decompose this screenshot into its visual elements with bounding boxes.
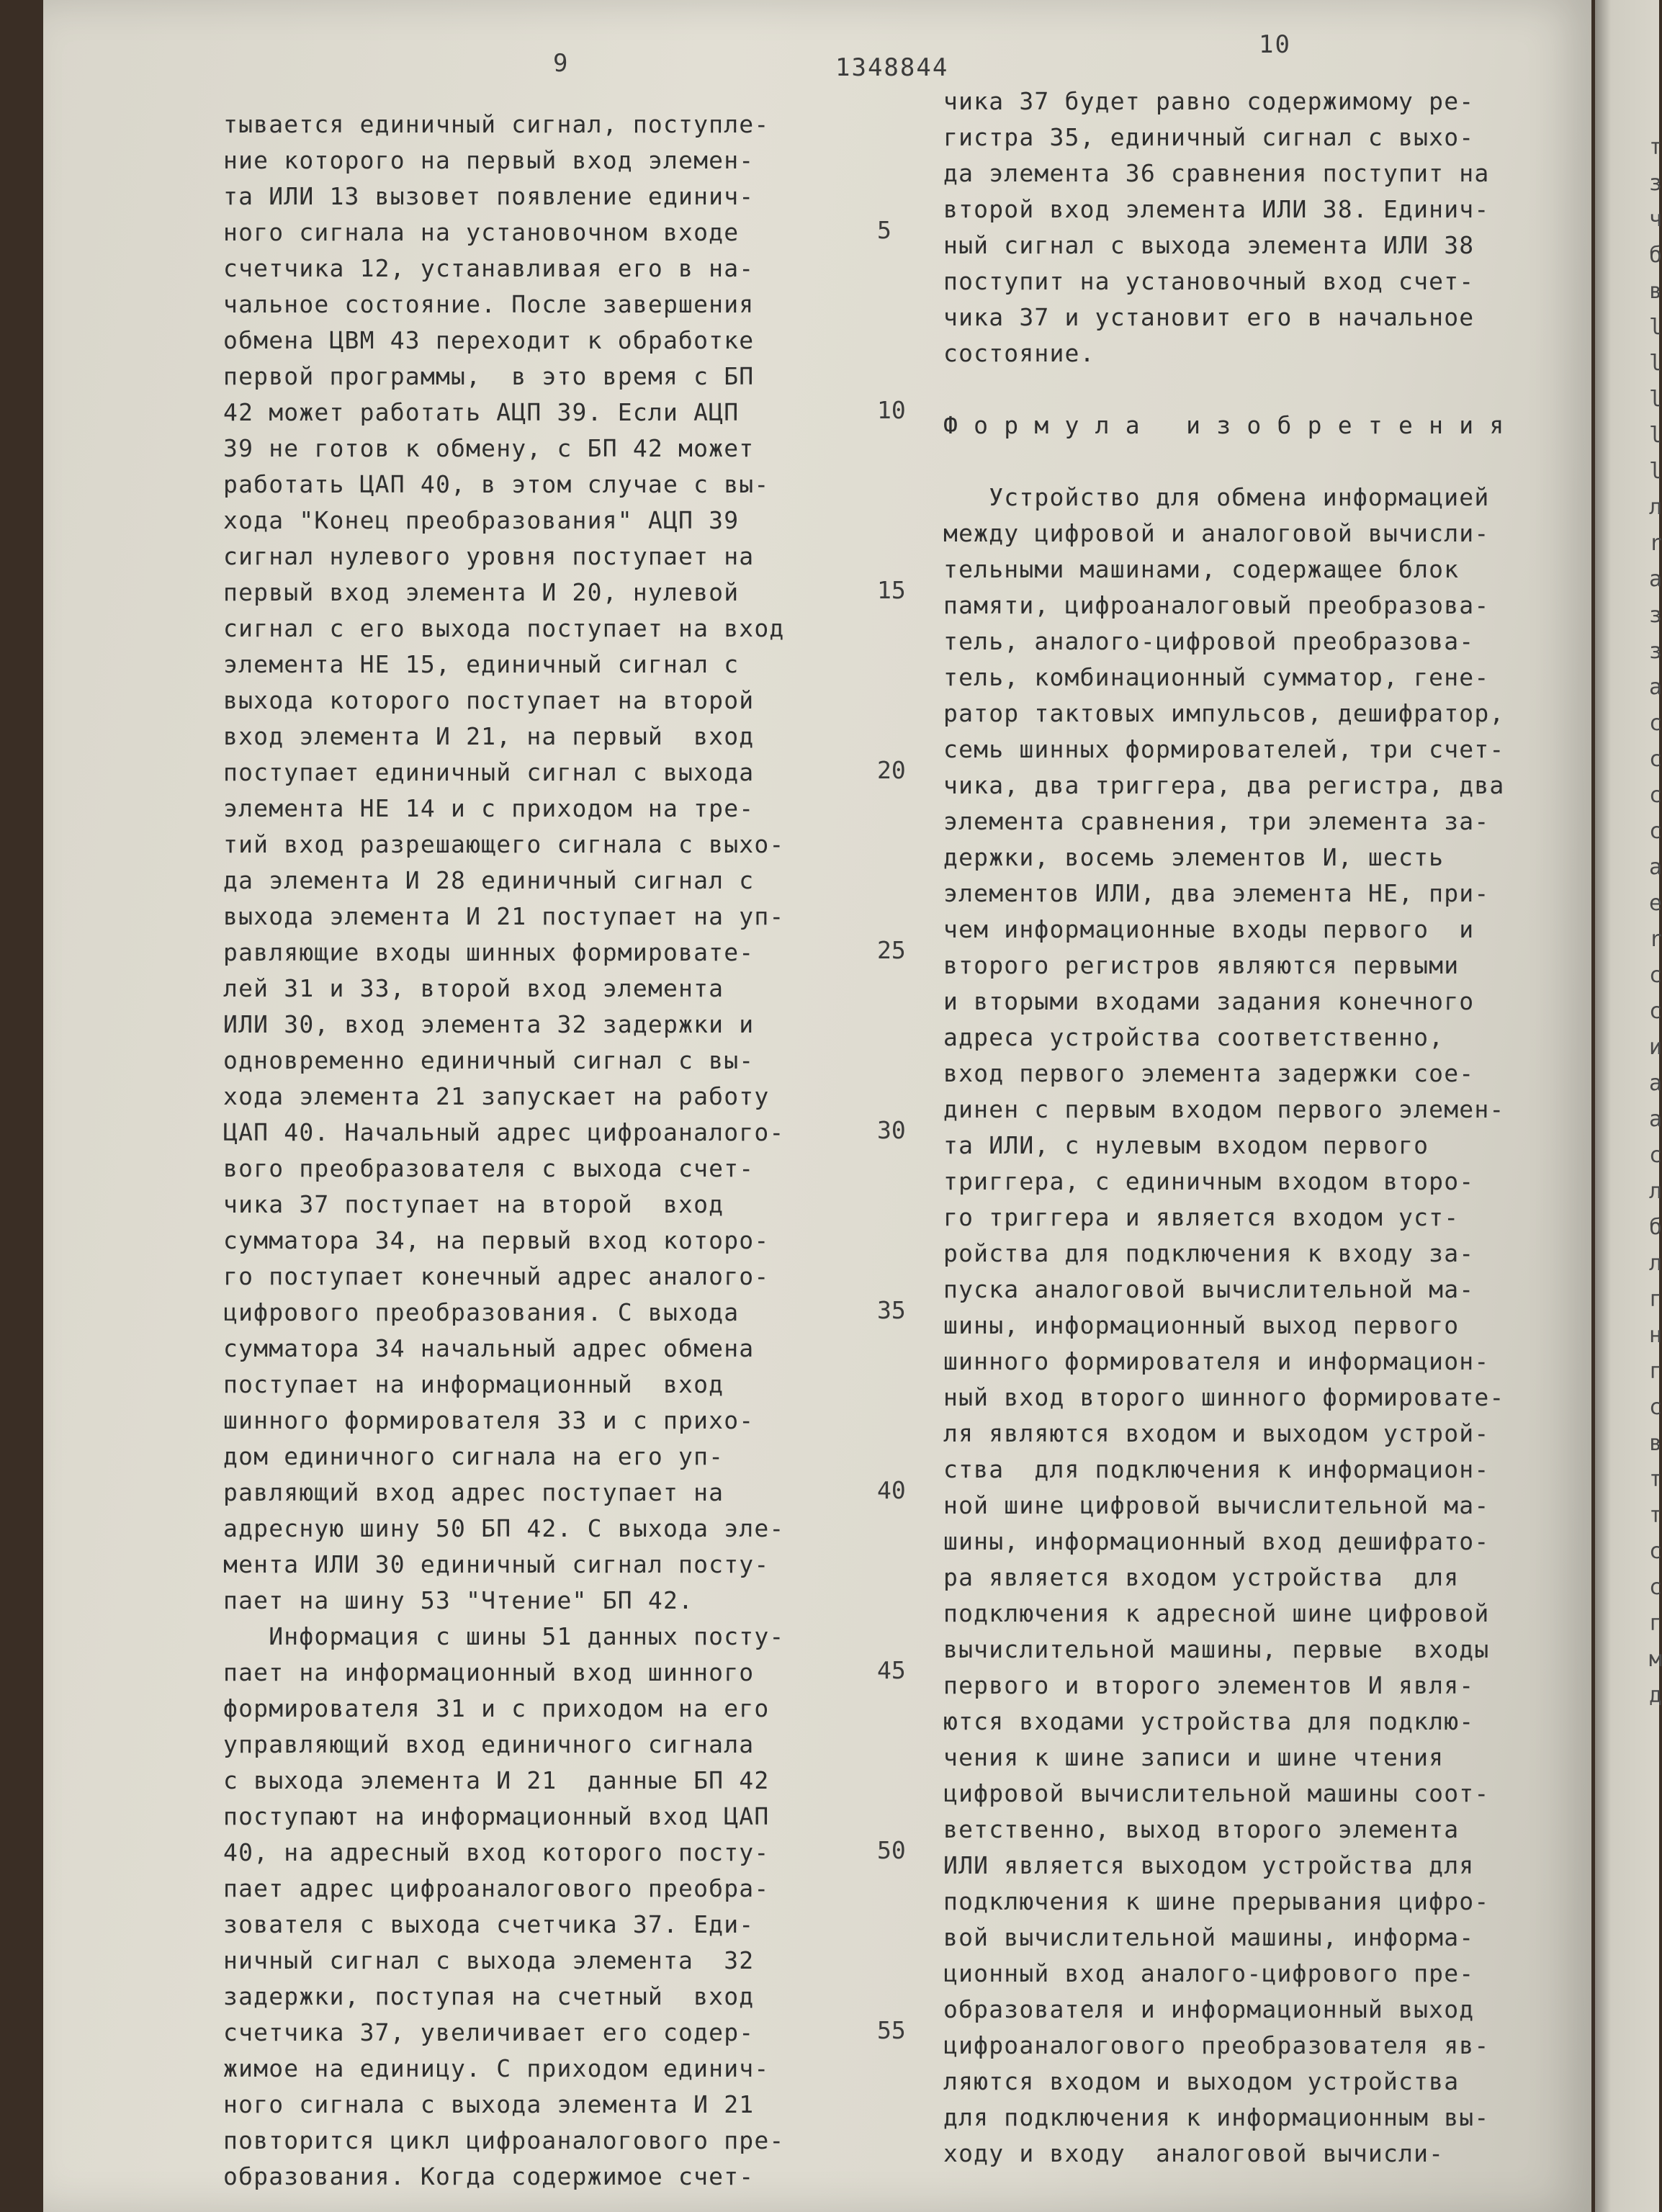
text-line: сигнал нулевого уровня поступает на xyxy=(223,542,755,570)
text-line: чальное состояние. После завершения xyxy=(223,290,755,318)
edge-glyph: с xyxy=(1649,1575,1662,1600)
edge-glyph: с xyxy=(1649,1143,1662,1168)
text-line: ного сигнала с выхода элемента И 21 xyxy=(223,2090,755,2118)
line-number: 35 xyxy=(877,1296,906,1324)
text-line: состояние. xyxy=(943,339,1095,367)
text-line: элементов ИЛИ, два элемента НЕ, при- xyxy=(943,879,1490,907)
text-line: первой программы, в это время с БП xyxy=(223,362,755,390)
text-line: пает на информационный вход шинного xyxy=(223,1658,755,1686)
text-line: ЦАП 40. Начальный адрес цифроаналого- xyxy=(223,1118,785,1146)
edge-glyph: г xyxy=(1649,1359,1662,1384)
edge-glyph: с xyxy=(1649,783,1662,808)
text-line: ный вход второго шинного формировате- xyxy=(943,1383,1505,1411)
next-page-text-edge xyxy=(1649,130,1662,1714)
edge-glyph: с xyxy=(1649,711,1662,736)
text-line: ства для подключения к информацион- xyxy=(943,1455,1490,1483)
text-line: чика 37 поступает на второй вход xyxy=(223,1190,724,1218)
edge-glyph: r xyxy=(1649,927,1662,952)
text-line: тий вход разрешающего сигнала с выхо- xyxy=(223,830,785,858)
edge-glyph: l xyxy=(1649,387,1662,412)
text-line: первый вход элемента И 20, нулевой xyxy=(223,578,740,606)
text-line: выхода которого поступает на второй xyxy=(223,686,755,714)
text-line: ный сигнал с выхода элемента ИЛИ 38 xyxy=(943,231,1475,259)
text-line: го триггера и является входом уст- xyxy=(943,1203,1460,1231)
text-line: тель, аналого-цифровой преобразова- xyxy=(943,627,1475,655)
text-line: подключения к адресной шине цифровой xyxy=(943,1599,1490,1627)
text-line: та ИЛИ, с нулевым входом первого xyxy=(943,1131,1429,1159)
text-line: чем информационные входы первого и xyxy=(943,915,1475,943)
text-line: дом единичного сигнала на его уп- xyxy=(223,1442,724,1470)
text-line: ройства для подключения к входу за- xyxy=(943,1239,1475,1267)
text-line: Устройство для обмена информацией xyxy=(943,483,1490,511)
edge-glyph: н xyxy=(1649,1323,1662,1348)
text-line: ционный вход аналого-цифрового пре- xyxy=(943,1959,1475,1987)
text-line: хода элемента 21 запускает на работу xyxy=(223,1082,770,1110)
text-line: ничный сигнал с выхода элемента 32 xyxy=(223,1946,755,1974)
edge-glyph: л xyxy=(1649,1179,1662,1204)
text-line: цифрового преобразования. С выхода xyxy=(223,1298,740,1326)
text-line: элемента НЕ 15, единичный сигнал с xyxy=(223,650,740,678)
line-number: 50 xyxy=(877,1836,906,1864)
text-line: ляются входом и выходом устройства xyxy=(943,2067,1460,2095)
left-text-column xyxy=(223,107,871,2195)
edge-glyph: с xyxy=(1649,1395,1662,1420)
text-line: ИЛИ является выходом устройства для xyxy=(943,1851,1475,1879)
text-line: гистра 35, единичный сигнал с выхо- xyxy=(943,123,1475,151)
edge-glyph: м xyxy=(1649,1647,1662,1672)
edge-glyph: л xyxy=(1649,1251,1662,1276)
text-line: чения к шине записи и шине чтения xyxy=(943,1743,1445,1771)
text-line xyxy=(943,444,1577,480)
text-line: пает адрес цифроаналогового преобра- xyxy=(223,1874,770,1902)
edge-glyph: з xyxy=(1649,171,1662,196)
text-line: задержки, поступая на счетный вход xyxy=(223,1982,755,2010)
text-line: ля являются входом и выходом устрой- xyxy=(943,1419,1490,1447)
edge-glyph: т xyxy=(1649,1503,1662,1528)
text-line: работать ЦАП 40, в этом случае с вы- xyxy=(223,470,770,498)
text-line: и вторыми входами задания конечного xyxy=(943,987,1475,1015)
edge-glyph: а xyxy=(1649,855,1662,880)
text-line: тель, комбинационный сумматор, гене- xyxy=(943,663,1490,691)
text-line: ра является входом устройства для xyxy=(943,1563,1460,1591)
text-line: одновременно единичный сигнал с вы- xyxy=(223,1046,755,1074)
text-line: шины, информационный вход дешифрато- xyxy=(943,1527,1490,1555)
edge-glyph: с xyxy=(1649,999,1662,1024)
patent-number: 1348844 xyxy=(835,53,949,82)
line-number: 20 xyxy=(877,756,906,784)
edge-glyph: с xyxy=(1649,963,1662,988)
text-line: сигнал с его выхода поступает на вход xyxy=(223,614,785,642)
text-line: 40, на адресный вход которого посту- xyxy=(223,1838,770,1866)
text-line: чика, два триггера, два регистра, два xyxy=(943,771,1505,799)
line-number: 15 xyxy=(877,576,906,604)
text-line: ной шине цифровой вычислительной ма- xyxy=(943,1491,1490,1519)
text-line: ветственно, выход второго элемента xyxy=(943,1815,1460,1843)
edge-glyph: з xyxy=(1649,639,1662,664)
text-line: вого преобразователя с выхода счет- xyxy=(223,1154,755,1182)
edge-glyph: l xyxy=(1649,351,1662,376)
text-line: жимое на единицу. С приходом единич- xyxy=(223,2054,770,2082)
text-line: цифроаналогового преобразователя яв- xyxy=(943,2031,1490,2059)
text-line: семь шинных формирователей, три счет- xyxy=(943,735,1505,763)
text-line: тельными машинами, содержащее блок xyxy=(943,555,1460,583)
edge-glyph: а xyxy=(1649,675,1662,700)
text-line: ходу и входу аналоговой вычисли- xyxy=(943,2139,1445,2167)
text-line: ние которого на первый вход элемен- xyxy=(223,146,755,174)
edge-glyph: в xyxy=(1649,1431,1662,1456)
text-line: поступают на информационный вход ЦАП xyxy=(223,1802,770,1830)
text-line: сумматора 34, на первый вход которо- xyxy=(223,1226,770,1254)
text-line: поступает единичный сигнал с выхода xyxy=(223,758,755,786)
edge-glyph: б xyxy=(1649,1215,1662,1240)
edge-glyph: l xyxy=(1649,459,1662,484)
edge-glyph: з xyxy=(1649,603,1662,628)
text-line: ного сигнала на установочном входе xyxy=(223,218,740,246)
edge-glyph: б xyxy=(1649,243,1662,268)
text-line: счетчика 12, устанавливая его в на- xyxy=(223,254,755,282)
edge-glyph: l xyxy=(1649,423,1662,448)
text-line: пает на шину 53 "Чтение" БП 42. xyxy=(223,1586,694,1614)
text-line: ИЛИ 30, вход элемента 32 задержки и xyxy=(223,1010,755,1038)
edge-glyph: г xyxy=(1649,1611,1662,1636)
text-line: памяти, цифроаналоговый преобразова- xyxy=(943,591,1490,619)
text-line: элемента НЕ 14 и с приходом на тре- xyxy=(223,794,755,822)
text-line: тывается единичный сигнал, поступле- xyxy=(223,110,770,138)
edge-glyph: l xyxy=(1649,315,1662,340)
text-line: зователя с выхода счетчика 37. Еди- xyxy=(223,1910,755,1938)
text-line: Ф о р м у л а и з о б р е т е н и я xyxy=(943,411,1505,439)
text-line: с выхода элемента И 21 данные БП 42 xyxy=(223,1766,770,1794)
text-line: между цифровой и аналоговой вычисли- xyxy=(943,519,1490,547)
line-number: 25 xyxy=(877,936,906,964)
text-line: шины, информационный выход первого xyxy=(943,1311,1460,1339)
text-line: подключения к шине прерывания цифро- xyxy=(943,1887,1490,1915)
right-text-column xyxy=(943,84,1577,2172)
text-line: чика 37 будет равно содержимому ре- xyxy=(943,87,1475,115)
text-line xyxy=(943,372,1577,408)
text-line: выхода элемента И 21 поступает на уп- xyxy=(223,902,785,930)
edge-glyph: с xyxy=(1649,819,1662,844)
edge-glyph: е xyxy=(1649,891,1662,916)
text-line: управляющий вход единичного сигнала xyxy=(223,1730,755,1758)
text-line: второго регистров являются первыми xyxy=(943,951,1460,979)
text-line: образования. Когда содержимое счет- xyxy=(223,2162,755,2190)
edge-glyph: в xyxy=(1649,279,1662,304)
edge-glyph: а xyxy=(1649,1071,1662,1096)
text-line: шинного формирователя и информацион- xyxy=(943,1347,1490,1375)
text-line: вычислительной машины, первые входы xyxy=(943,1635,1490,1663)
edge-glyph: т xyxy=(1649,135,1662,160)
text-line: второй вход элемента ИЛИ 38. Единич- xyxy=(943,195,1490,223)
text-line: динен с первым входом первого элемен- xyxy=(943,1095,1505,1123)
line-number: 55 xyxy=(877,2016,906,2044)
edge-glyph: ч xyxy=(1649,207,1662,232)
text-line: вход элемента И 21, на первый вход xyxy=(223,722,755,750)
text-line: адресную шину 50 БП 42. С выхода эле- xyxy=(223,1514,785,1542)
edge-glyph: т xyxy=(1649,1467,1662,1492)
text-line: да элемента 36 сравнения поступит на xyxy=(943,159,1490,187)
text-line: держки, восемь элементов И, шесть xyxy=(943,843,1445,871)
text-line: вой вычислительной машины, информа- xyxy=(943,1923,1475,1951)
text-line: цифровой вычислительной машины соот- xyxy=(943,1779,1490,1807)
text-line: для подключения к информационным вы- xyxy=(943,2103,1490,2131)
text-line: сумматора 34 начальный адрес обмена xyxy=(223,1334,755,1362)
edge-glyph: с xyxy=(1649,747,1662,772)
text-line: Информация с шины 51 данных посту- xyxy=(223,1622,785,1650)
text-line: равляющие входы шинных формировате- xyxy=(223,938,755,966)
text-line: мента ИЛИ 30 единичный сигнал посту- xyxy=(223,1550,770,1578)
text-line: го поступает конечный адрес аналого- xyxy=(223,1262,770,1290)
text-line: элемента сравнения, три элемента за- xyxy=(943,807,1490,835)
text-line: шинного формирователя 33 и с прихо- xyxy=(223,1406,755,1434)
text-line: да элемента И 28 единичный сигнал с xyxy=(223,866,755,894)
edge-glyph: д xyxy=(1649,1683,1662,1708)
line-number: 10 xyxy=(877,396,906,424)
text-line: ются входами устройства для подклю- xyxy=(943,1707,1475,1735)
text-line: та ИЛИ 13 вызовет появление единич- xyxy=(223,182,755,210)
text-line: вход первого элемента задержки сое- xyxy=(943,1059,1475,1087)
text-line: равляющий вход адрес поступает на xyxy=(223,1478,724,1506)
text-line: поступает на информационный вход xyxy=(223,1370,724,1398)
text-line: образователя и информационный выход xyxy=(943,1995,1475,2023)
line-number: 30 xyxy=(877,1116,906,1144)
text-line: чика 37 и установит его в начальное xyxy=(943,303,1475,331)
right-page-number: 10 xyxy=(1259,30,1291,59)
text-line: повторится цикл цифроаналогового пре- xyxy=(223,2126,785,2154)
edge-glyph: r xyxy=(1649,531,1662,556)
edge-glyph: а xyxy=(1649,567,1662,592)
edge-glyph: а xyxy=(1649,1107,1662,1132)
text-line: обмена ЦВМ 43 переходит к обработке xyxy=(223,326,755,354)
line-number: 40 xyxy=(877,1476,906,1504)
text-line: поступит на установочный вход счет- xyxy=(943,267,1475,295)
text-line: адреса устройства соответственно, xyxy=(943,1023,1445,1051)
text-line: лей 31 и 33, второй вход элемента xyxy=(223,974,724,1002)
edge-glyph: л xyxy=(1649,495,1662,520)
line-number: 5 xyxy=(877,216,891,244)
line-number: 45 xyxy=(877,1656,906,1684)
text-line: первого и второго элементов И явля- xyxy=(943,1671,1475,1699)
edge-glyph: с xyxy=(1649,1539,1662,1564)
text-line: хода "Конец преобразования" АЦП 39 xyxy=(223,506,740,534)
left-page-number: 9 xyxy=(553,49,570,78)
text-line: триггера, с единичным входом второ- xyxy=(943,1167,1475,1195)
edge-glyph: и xyxy=(1649,1035,1662,1060)
edge-glyph: г xyxy=(1649,1287,1662,1312)
text-line: счетчика 37, увеличивает его содер- xyxy=(223,2018,755,2046)
text-line: ратор тактовых импульсов, дешифратор, xyxy=(943,699,1505,727)
text-line: формирователя 31 и с приходом на его xyxy=(223,1694,770,1722)
text-line: 42 может работать АЦП 39. Если АЦП xyxy=(223,398,740,426)
text-line: 39 не готов к обмену, с БП 42 может xyxy=(223,434,755,462)
text-line: пуска аналоговой вычислительной ма- xyxy=(943,1275,1475,1303)
